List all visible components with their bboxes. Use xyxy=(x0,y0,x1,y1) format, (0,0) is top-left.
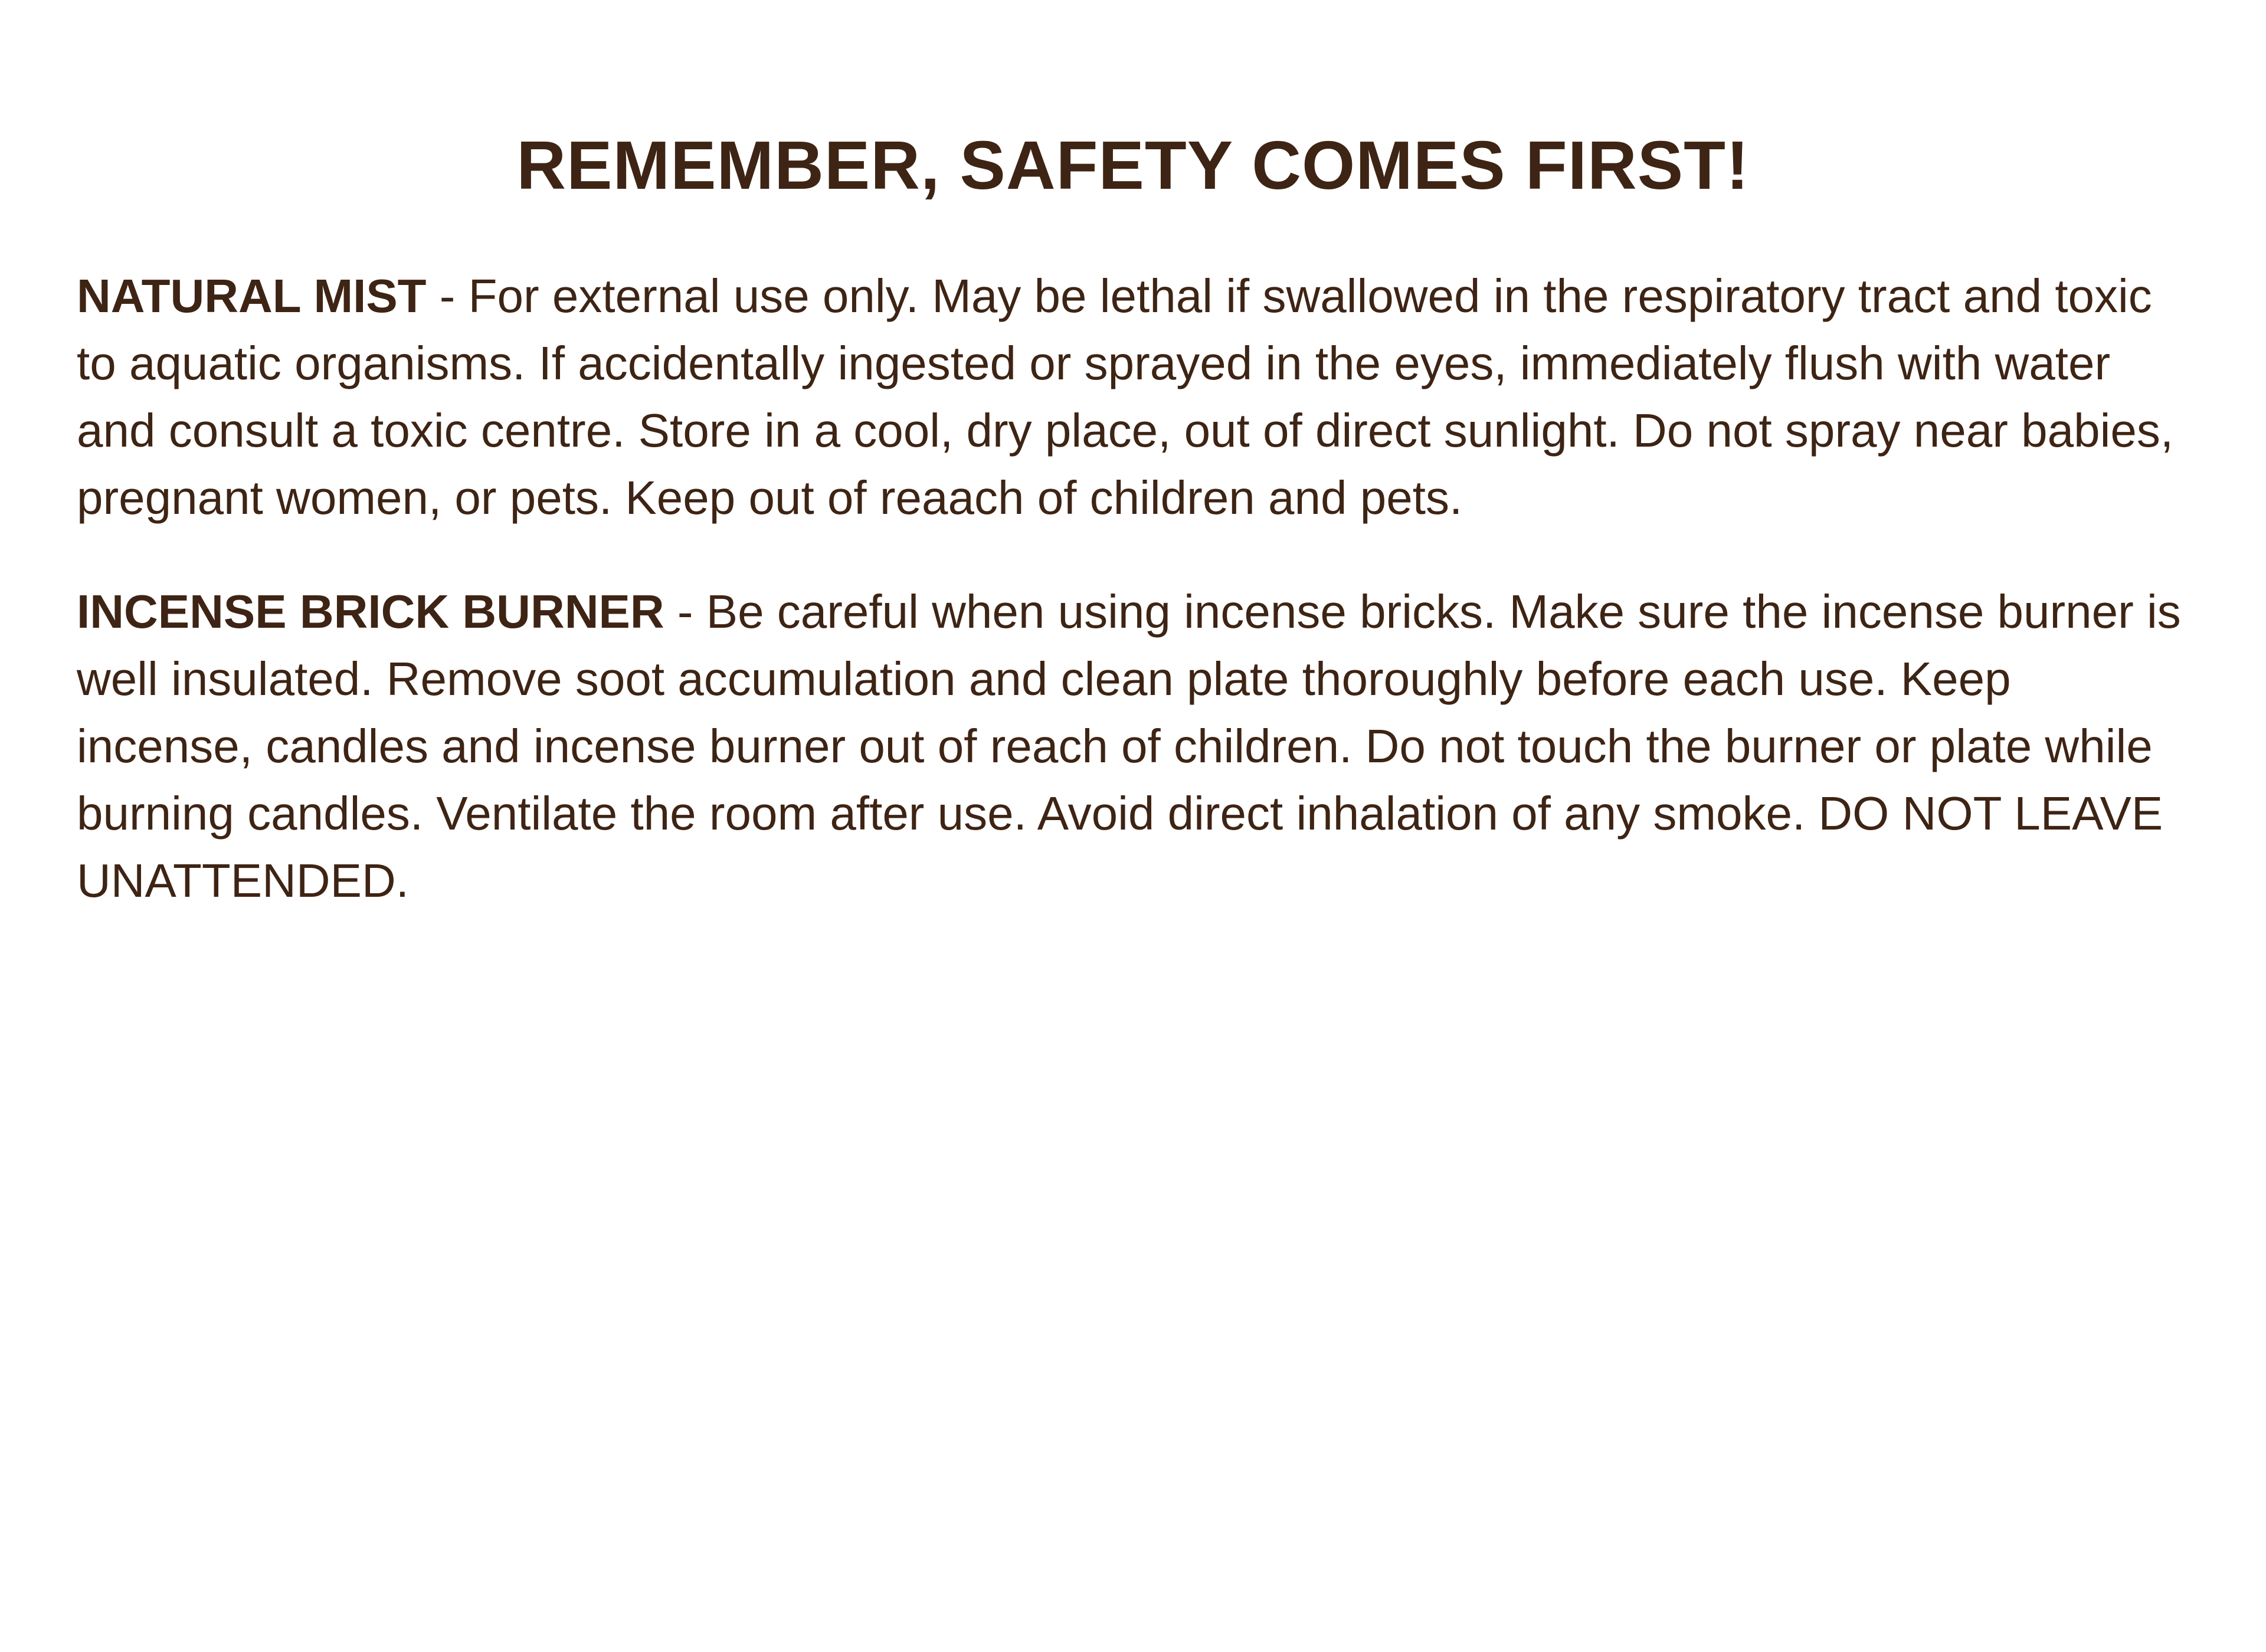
natural-mist-separator: - xyxy=(426,270,469,322)
page-title: REMEMBER, SAFETY COMES FIRST! xyxy=(516,127,1750,204)
incense-brick-burner-section xyxy=(77,578,2195,914)
natural-mist-heading: NATURAL MIST xyxy=(77,270,427,322)
incense-brick-burner-separator: - xyxy=(664,585,706,638)
incense-brick-burner-heading: INCENSE BRICK BURNER xyxy=(77,585,664,638)
incense-brick-burner-body: Be careful when using incense bricks. Make sure the incense burner is well insulated. Remove soot accumulation and clean plate thoroughly before each use. Keep incense, candles and incense burner out of reach of children. Do not touch the burner or plate while burning candles. Ventilate the room after use. Avoid direct inhalation of any smoke. DO NOT LEAVE UNATTENDED. xyxy=(77,585,2181,907)
natural-mist-section xyxy=(77,263,2195,532)
natural-mist-body: For external use only. May be lethal if swallowed in the respiratory tract and toxic to aquatic organisms. If accidentally ingested or sprayed in the eyes, immediately flush with water and consult a toxic centre. Store in a cool, dry place, out of direct sunlight. Do not spray near babies, pregnant women, or pets. Keep out of reaach of children and pets. xyxy=(77,270,2174,524)
